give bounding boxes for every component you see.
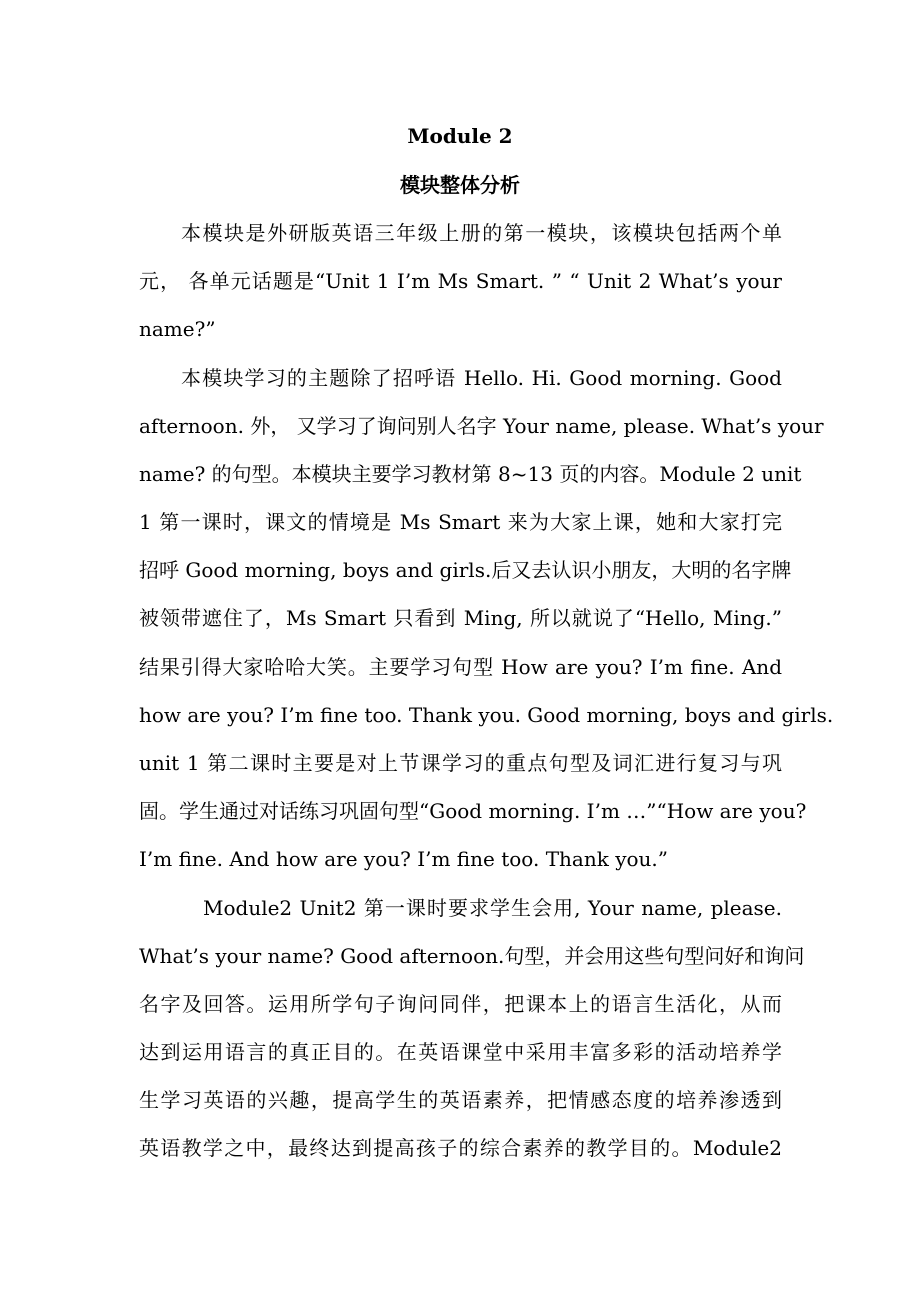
- paragraph-2-line-8: how are you? I’m fine too. Thank you. Good morning, boys and girls.: [139, 703, 834, 727]
- paragraph-1-line-3: name?”: [139, 317, 216, 341]
- paragraph-2-line-7: 结果引得大家哈哈大笑。主要学习句型 How are you? I’m fine. And: [139, 655, 782, 679]
- paragraph-2-line-10: 固。学生通过对话练习巩固句型“Good morning. I’m …”“How are you?: [139, 799, 807, 823]
- paragraph-3-line-4: 达到运用语言的真正目的。在英语课堂中采用丰富多彩的活动培养学: [139, 1040, 782, 1064]
- document-subtitle: 模块整体分析: [400, 173, 520, 197]
- paragraph-3-line-1: Module2 Unit2 第一课时要求学生会用, Your name, please.: [203, 896, 782, 920]
- paragraph-2-line-1: 本模块学习的主题除了招呼语 Hello. Hi. Good morning. Good: [181, 366, 782, 390]
- paragraph-1-line-2: 元， 各单元话题是“Unit 1 I’m Ms Smart. ” “ Unit 2 What’s your: [139, 269, 782, 293]
- paragraph-2-line-11: I’m fine. And how are you? I’m fine too. Thank you.”: [139, 847, 668, 871]
- paragraph-2-line-4: 1 第一课时，课文的情境是 Ms Smart 来为大家上课，她和大家打完: [139, 510, 782, 534]
- paragraph-2-line-9: unit 1 第二课时主要是对上节课学习的重点句型及词汇进行复习与巩: [139, 751, 782, 775]
- paragraph-2-line-6: 被领带遮住了，Ms Smart 只看到 Ming, 所以就说了“Hello, Ming.”: [139, 606, 782, 630]
- paragraph-2-line-2: afternoon. 外， 又学习了询问别人名字 Your name, please. What’s your: [139, 414, 824, 438]
- paragraph-2-line-3: name? 的句型。本模块主要学习教材第 8~13 页的内容。Module 2 unit: [139, 462, 802, 486]
- paragraph-3-line-6: 英语教学之中，最终达到提高孩子的综合素养的教学目的。Module2: [139, 1136, 782, 1160]
- document-title: Module 2: [407, 124, 513, 148]
- paragraph-3-line-2: What’s your name? Good afternoon.句型，并会用这些句型问好和询问: [139, 944, 805, 968]
- paragraph-3-line-3: 名字及回答。运用所学句子询问同伴，把课本上的语言生活化，从而: [139, 992, 782, 1016]
- paragraph-2-line-5: 招呼 Good morning, boys and girls.后又去认识小朋友，大明的名字牌: [139, 558, 792, 582]
- paragraph-1-line-1: 本模块是外研版英语三年级上册的第一模块，该模块包括两个单: [181, 221, 782, 245]
- paragraph-3-line-5: 生学习英语的兴趣，提高学生的英语素养，把情感态度的培养渗透到: [139, 1088, 782, 1112]
